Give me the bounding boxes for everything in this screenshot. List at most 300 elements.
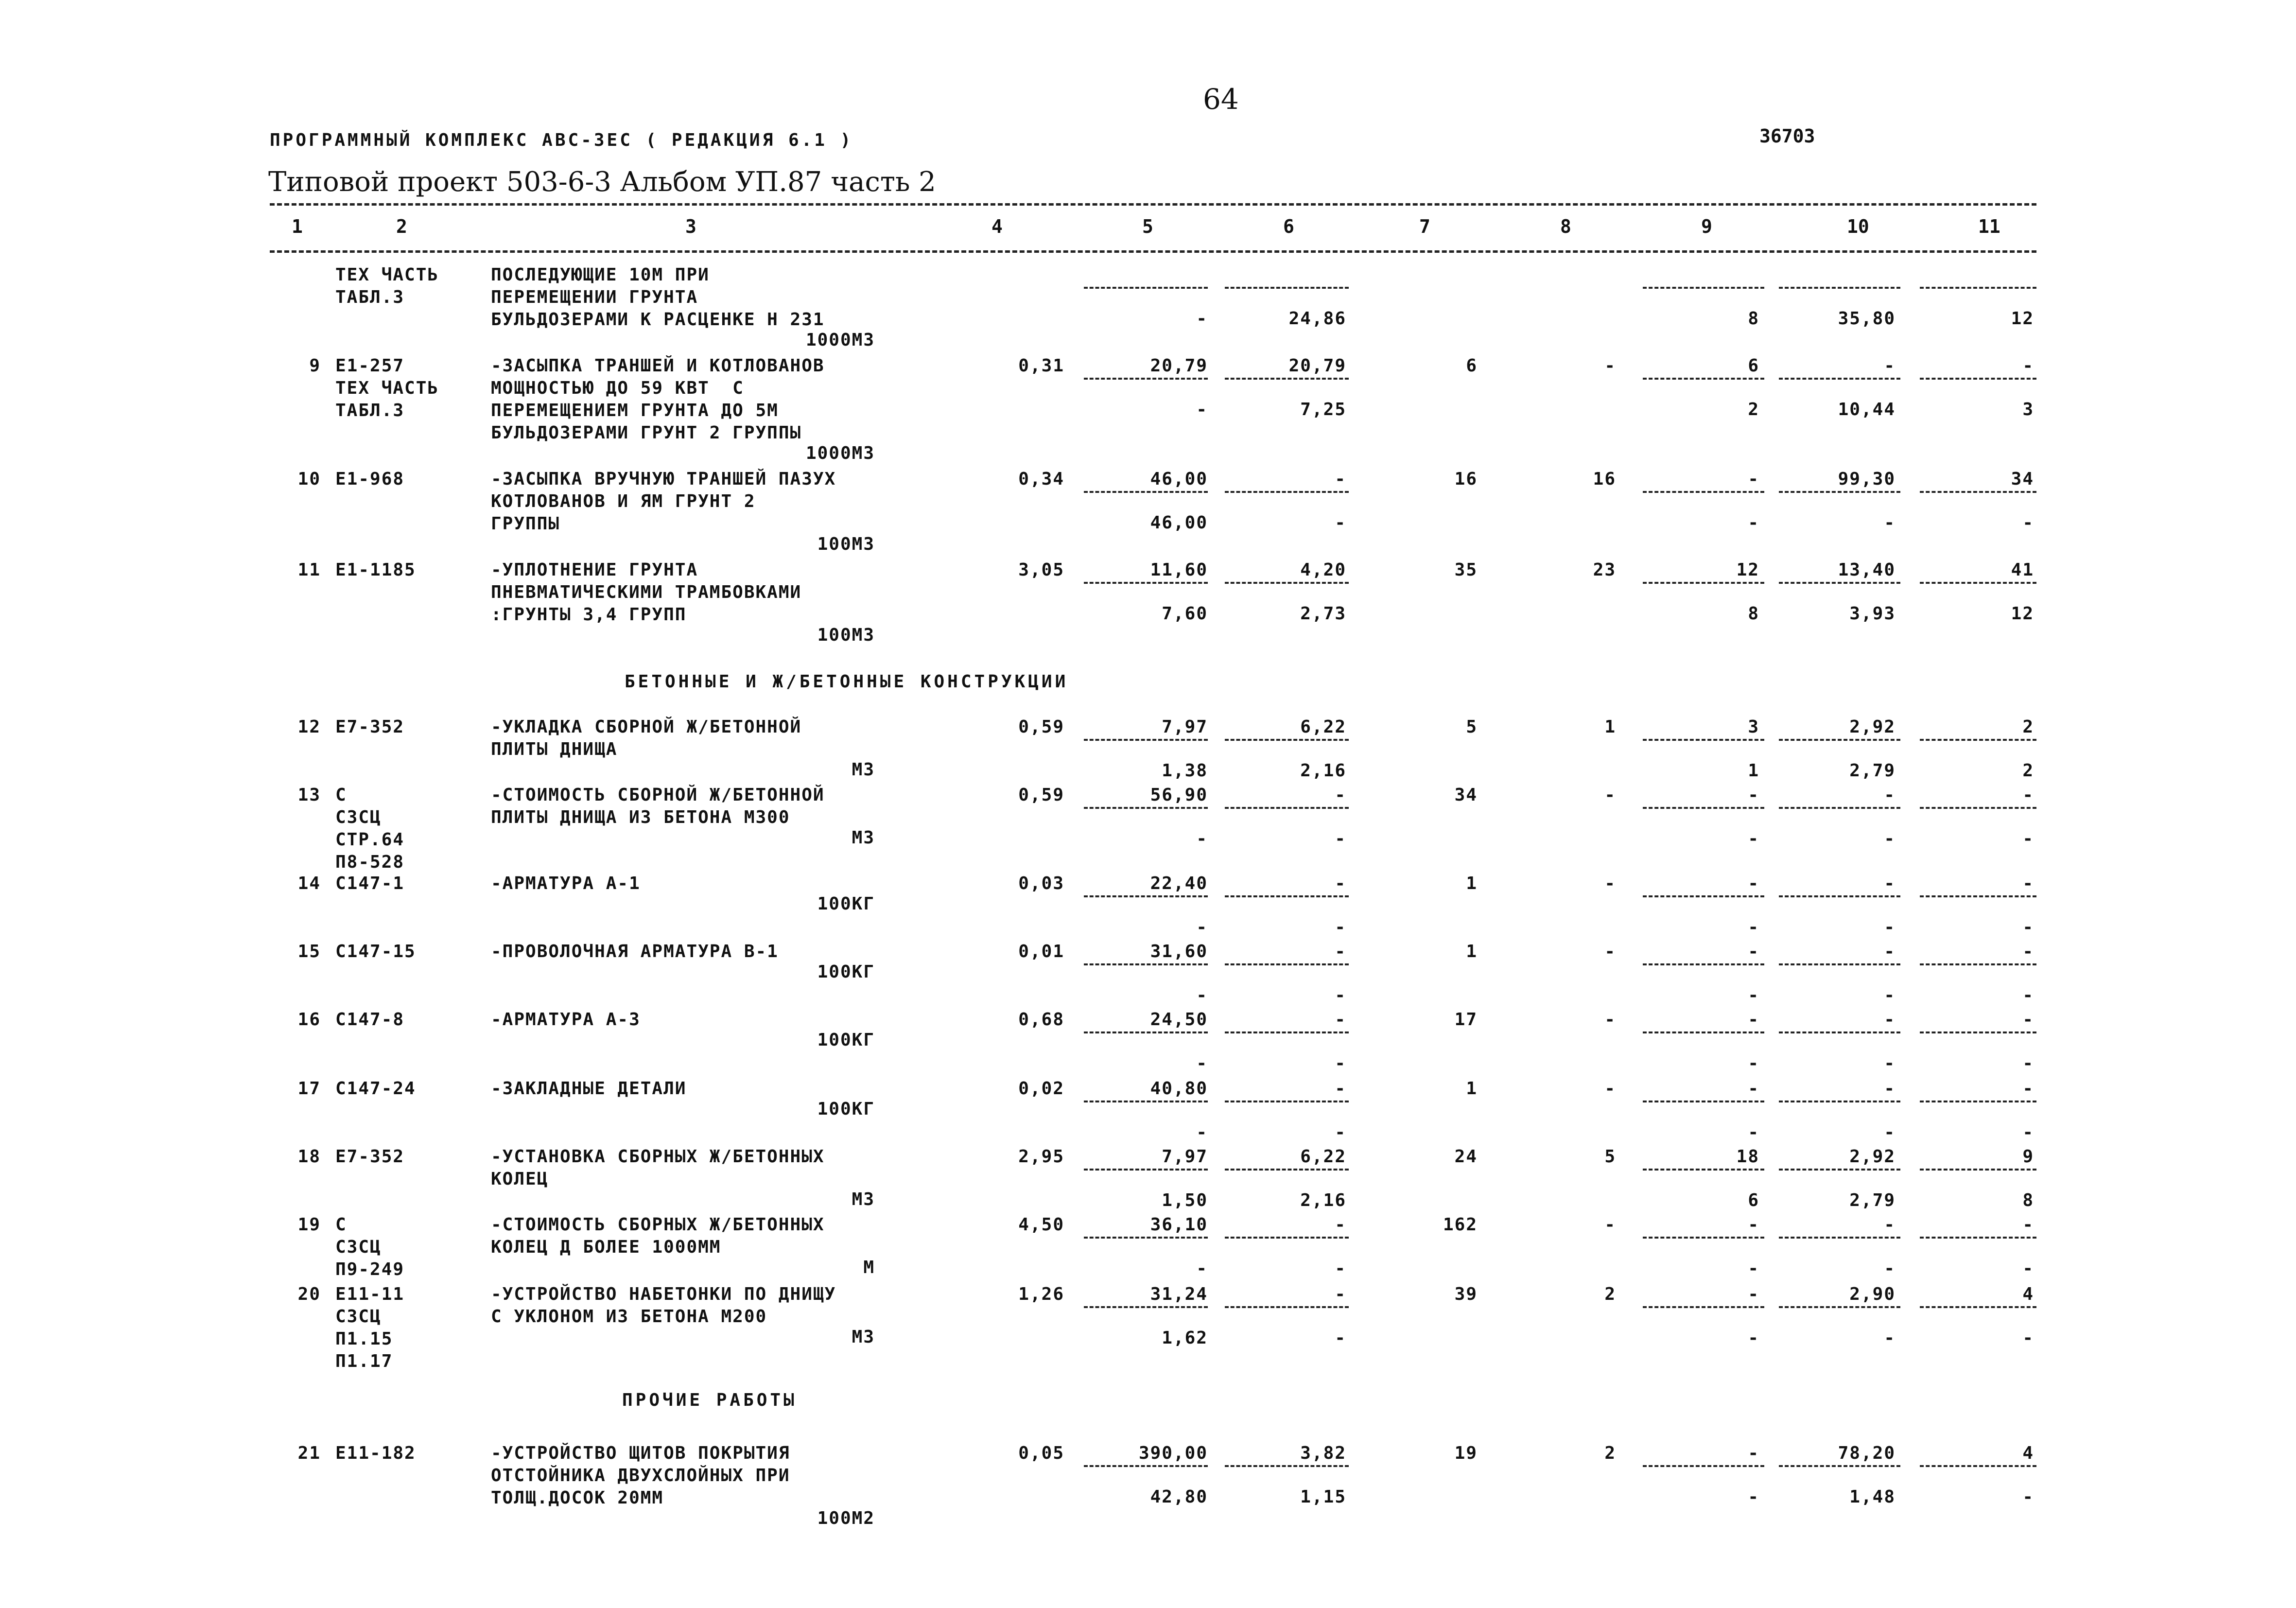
col7-value: 39	[1454, 1284, 1478, 1304]
c6-bottom: -	[1335, 1328, 1346, 1348]
fraction-rule	[1779, 582, 1900, 584]
c6-top: 6,22	[1300, 717, 1346, 737]
c5-bottom: -	[1196, 917, 1208, 937]
col8-value: -	[1604, 942, 1616, 961]
c5-bottom: -	[1196, 400, 1208, 419]
row-description: -СТОИМОСТЬ СБОРНЫХ Ж/БЕТОННЫХ	[491, 1215, 825, 1235]
row-description: ПНЕВМАТИЧЕСКИМИ ТРАМБОВКАМИ	[491, 582, 802, 602]
row-number: 14	[297, 874, 321, 893]
fraction-rule	[1779, 1465, 1900, 1467]
col4-value: 0,02	[1018, 1079, 1064, 1099]
c9-bottom: -	[1748, 1487, 1759, 1507]
c11-bottom: -	[2022, 985, 2034, 1005]
c6-bottom: -	[1335, 1122, 1346, 1142]
c10-bottom: 3,93	[1849, 604, 1896, 624]
row-description: С УКЛОНОМ ИЗ БЕТОНА М200	[491, 1307, 767, 1327]
c11-top: -	[2022, 1079, 2034, 1099]
col4-value: 0,59	[1018, 785, 1064, 805]
c6-top: 6,22	[1300, 1147, 1346, 1167]
col4-value: 0,05	[1018, 1443, 1064, 1463]
fraction-rule	[1643, 1465, 1764, 1467]
row-code: Е7-352	[335, 1147, 405, 1167]
fraction-rule	[1084, 491, 1208, 493]
c5-bottom: -	[1196, 829, 1208, 849]
c10-top: -	[1884, 1215, 1896, 1235]
c11-top: -	[2022, 1010, 2034, 1030]
c10-top: 2,90	[1849, 1284, 1896, 1304]
row-description: -УСТРОЙСТВО НАБЕТОНКИ ПО ДНИЩУ	[491, 1284, 836, 1304]
c10-top: -	[1884, 356, 1896, 376]
c5-top: 22,40	[1150, 874, 1208, 893]
fraction-rule	[1779, 1306, 1900, 1308]
row-code: Е1-1185	[335, 560, 416, 580]
c11-top: -	[2022, 785, 2034, 805]
col4-value: 0,01	[1018, 942, 1064, 961]
row-description: -АРМАТУРА А-3	[491, 1010, 641, 1030]
c9-top: 12	[1736, 560, 1759, 580]
row-unit: 100М3	[817, 625, 875, 645]
section-title-other: ПРОЧИЕ РАБОТЫ	[622, 1390, 797, 1410]
fraction-rule	[1920, 1031, 2036, 1033]
c11-top: 9	[2022, 1147, 2034, 1167]
c10-top: 99,30	[1838, 469, 1896, 489]
row-description: ПЕРЕМЕЩЕНИИ ГРУНТА	[491, 287, 698, 307]
c10-bottom: -	[1884, 985, 1896, 1005]
fraction-rule	[1084, 1031, 1208, 1033]
c10-top: 13,40	[1838, 560, 1896, 580]
fraction-rule	[1643, 1306, 1764, 1308]
fraction-rule	[1225, 1237, 1349, 1239]
c9-bottom: -	[1748, 1258, 1759, 1278]
fraction-rule	[1225, 287, 1349, 289]
row-description: КОЛЕЦ	[491, 1169, 549, 1189]
row-description: МОЩНОСТЬЮ ДО 59 КВТ С	[491, 378, 744, 398]
col8-value: -	[1604, 785, 1616, 805]
c9-bottom: 8	[1748, 309, 1759, 329]
fraction-rule	[1225, 1101, 1349, 1102]
col8-value: 5	[1604, 1147, 1616, 1167]
row-description: БУЛЬДОЗЕРАМИ К РАСЦЕНКЕ Н 231	[491, 310, 825, 330]
c5-bottom: -	[1196, 985, 1208, 1005]
col4-value: 3,05	[1018, 560, 1064, 580]
col8-value: 1	[1604, 717, 1616, 737]
c11-top: 2	[2022, 717, 2034, 737]
row-description: ГРУППЫ	[491, 514, 560, 534]
c11-bottom: -	[2022, 917, 2034, 937]
fraction-rule	[1225, 1169, 1349, 1171]
fraction-rule	[1779, 895, 1900, 897]
c11-bottom: -	[2022, 1487, 2034, 1507]
column-header-9: 9	[1701, 216, 1712, 237]
fraction-rule	[1779, 287, 1900, 289]
c10-bottom: -	[1884, 1328, 1896, 1348]
row-code: Е11-182	[335, 1443, 416, 1463]
row-description: -АРМАТУРА А-1	[491, 874, 641, 893]
c9-bottom: 1	[1748, 761, 1759, 781]
col7-value: 35	[1454, 560, 1478, 580]
c9-top: 6	[1748, 356, 1759, 376]
project-title: Типовой проект 503-6-3 Альбом УП.87 часть 2	[268, 166, 936, 198]
col8-value: 2	[1604, 1284, 1616, 1304]
fraction-rule	[1920, 807, 2036, 809]
row-unit: 100КГ	[817, 962, 875, 982]
col7-value: 1	[1466, 874, 1478, 893]
document-code: 36703	[1759, 125, 1815, 147]
row-number: 15	[297, 942, 321, 961]
fraction-rule	[1779, 963, 1900, 965]
fraction-rule	[1920, 739, 2036, 741]
col4-value: 0,34	[1018, 469, 1064, 489]
fraction-rule	[1779, 378, 1900, 380]
row-code: Е1-257	[335, 356, 405, 376]
fraction-rule	[1920, 1101, 2036, 1102]
c10-bottom: 1,48	[1849, 1487, 1896, 1507]
row-unit: 1000М3	[805, 330, 875, 350]
fraction-rule	[1084, 963, 1208, 965]
c6-bottom: -	[1335, 829, 1346, 849]
row-code: С147-8	[335, 1010, 405, 1030]
c6-bottom: -	[1335, 985, 1346, 1005]
row-unit: 100КГ	[817, 1030, 875, 1050]
col7-value: 17	[1454, 1010, 1478, 1030]
row-unit: М	[863, 1258, 875, 1277]
fraction-rule	[1779, 491, 1900, 493]
row-description: ОТСТОЙНИКА ДВУХСЛОЙНЫХ ПРИ	[491, 1466, 790, 1486]
fraction-rule	[1084, 378, 1208, 380]
c5-top: 7,97	[1162, 717, 1208, 737]
col8-value: -	[1604, 1215, 1616, 1235]
program-header: ПРОГРАММНЫЙ КОМПЛЕКС АВС-3ЕС ( РЕДАКЦИЯ 6.1 )	[270, 130, 853, 150]
row-description: ПЕРЕМЕЩЕНИЕМ ГРУНТА ДО 5М	[491, 401, 779, 420]
c9-bottom: -	[1748, 1053, 1759, 1073]
c9-top: -	[1748, 469, 1759, 489]
c9-top: -	[1748, 942, 1759, 961]
c11-top: -	[2022, 1215, 2034, 1235]
c6-bottom: 2,16	[1300, 1190, 1346, 1210]
c10-top: -	[1884, 874, 1896, 893]
c5-bottom: 1,38	[1162, 761, 1208, 781]
fraction-rule	[1779, 739, 1900, 741]
fraction-rule	[1920, 895, 2036, 897]
row-number: 19	[297, 1215, 321, 1235]
row-description: :ГРУНТЫ 3,4 ГРУПП	[491, 605, 687, 625]
row-number: 12	[297, 717, 321, 737]
row-code: П9-249	[335, 1259, 405, 1279]
row-code: С147-15	[335, 942, 416, 961]
row-unit: 100КГ	[817, 894, 875, 914]
c9-bottom: -	[1748, 985, 1759, 1005]
row-description: -ЗАСЫПКА ВРУЧНУЮ ТРАНШЕЙ ПАЗУХ	[491, 469, 836, 489]
c10-bottom: 2,79	[1849, 1190, 1896, 1210]
c10-bottom: -	[1884, 513, 1896, 533]
col7-value: 16	[1454, 469, 1478, 489]
c11-top: 4	[2022, 1284, 2034, 1304]
c11-bottom: -	[2022, 1328, 2034, 1348]
c9-bottom: -	[1748, 917, 1759, 937]
fraction-rule	[1225, 1465, 1349, 1467]
c9-top: -	[1748, 1010, 1759, 1030]
c10-top: -	[1884, 1079, 1896, 1099]
col8-value: -	[1604, 874, 1616, 893]
row-description: ТОЛЩ.ДОСОК 20ММ	[491, 1488, 664, 1508]
row-unit: 100М2	[817, 1508, 875, 1528]
c5-bottom: 7,60	[1162, 604, 1208, 624]
col4-value: 0,03	[1018, 874, 1064, 893]
fraction-rule	[1920, 1306, 2036, 1308]
c5-top: 20,79	[1150, 356, 1208, 376]
row-unit: 100КГ	[817, 1099, 875, 1119]
row-number: 13	[297, 785, 321, 805]
c6-top: -	[1335, 785, 1346, 805]
row-unit: М3	[852, 828, 875, 848]
c9-bottom: -	[1748, 513, 1759, 533]
fraction-rule	[1225, 582, 1349, 584]
fraction-rule	[1920, 287, 2036, 289]
c5-top: 31,24	[1150, 1284, 1208, 1304]
c6-bottom: -	[1335, 1258, 1346, 1278]
c11-bottom: 2	[2022, 761, 2034, 781]
c11-bottom: -	[2022, 1053, 2034, 1073]
row-number: 10	[297, 469, 321, 489]
c10-bottom: -	[1884, 1122, 1896, 1142]
c9-bottom: 8	[1748, 604, 1759, 624]
c9-top: -	[1748, 1079, 1759, 1099]
c5-top: 390,00	[1138, 1443, 1208, 1463]
c11-top: -	[2022, 942, 2034, 961]
c11-bottom: -	[2022, 513, 2034, 533]
fraction-rule	[1225, 895, 1349, 897]
row-unit: М3	[852, 760, 875, 780]
col7-value: 1	[1466, 942, 1478, 961]
column-header-11: 11	[1978, 216, 2000, 237]
c11-bottom: 8	[2022, 1190, 2034, 1210]
c10-top: 2,92	[1849, 1147, 1896, 1167]
c5-top: 11,60	[1150, 560, 1208, 580]
c6-bottom: 1,15	[1300, 1487, 1346, 1507]
c5-top: 36,10	[1150, 1215, 1208, 1235]
col8-value: -	[1604, 1010, 1616, 1030]
fraction-rule	[1084, 807, 1208, 809]
c9-top: -	[1748, 785, 1759, 805]
c6-bottom: -	[1335, 513, 1346, 533]
row-code: ТАБЛ.3	[335, 401, 405, 420]
c6-bottom: 2,16	[1300, 761, 1346, 781]
c11-bottom: -	[2022, 1122, 2034, 1142]
c6-top: 4,20	[1300, 560, 1346, 580]
row-number: 9	[309, 356, 321, 376]
col7-value: 162	[1443, 1215, 1478, 1235]
row-description: -ЗАСЫПКА ТРАНШЕЙ И КОТЛОВАНОВ	[491, 356, 825, 376]
c10-bottom: 10,44	[1838, 400, 1896, 419]
col8-value: 23	[1593, 560, 1616, 580]
fraction-rule	[1084, 582, 1208, 584]
c5-top: 40,80	[1150, 1079, 1208, 1099]
col8-value: 16	[1593, 469, 1616, 489]
fraction-rule	[1643, 1101, 1764, 1102]
c10-bottom: 2,79	[1849, 761, 1896, 781]
c5-bottom: -	[1196, 1122, 1208, 1142]
row-code: Е1-968	[335, 469, 405, 489]
c9-top: 18	[1736, 1147, 1759, 1167]
fraction-rule	[1920, 582, 2036, 584]
fraction-rule	[1084, 1101, 1208, 1102]
fraction-rule	[1643, 378, 1764, 380]
row-code: П1.17	[335, 1351, 393, 1371]
column-header-4: 4	[991, 216, 1003, 237]
fraction-rule	[1084, 287, 1208, 289]
row-code: С147-1	[335, 874, 405, 893]
fraction-rule	[1643, 807, 1764, 809]
c11-bottom: 12	[2011, 309, 2034, 329]
fraction-rule	[1920, 378, 2036, 380]
c11-top: -	[2022, 874, 2034, 893]
row-number: 17	[297, 1079, 321, 1099]
column-header-1: 1	[292, 216, 303, 237]
c11-top: -	[2022, 356, 2034, 376]
col7-value: 1	[1466, 1079, 1478, 1099]
c6-top: -	[1335, 942, 1346, 961]
col7-value: 5	[1466, 717, 1478, 737]
c6-bottom: 24,86	[1288, 309, 1346, 329]
c6-top: -	[1335, 1079, 1346, 1099]
col4-value: 2,95	[1018, 1147, 1064, 1167]
column-header-6: 6	[1283, 216, 1294, 237]
row-unit: 1000М3	[805, 443, 875, 463]
row-code: СЗСЦ	[335, 1307, 382, 1327]
fraction-rule	[1084, 739, 1208, 741]
c5-bottom: -	[1196, 1258, 1208, 1278]
fraction-rule	[1920, 491, 2036, 493]
c5-bottom: -	[1196, 309, 1208, 329]
c6-bottom: -	[1335, 917, 1346, 937]
c9-top: -	[1748, 1215, 1759, 1235]
fraction-rule	[1779, 1237, 1900, 1239]
column-header-2: 2	[396, 216, 407, 237]
c9-bottom: -	[1748, 1122, 1759, 1142]
row-code: СТР.64	[335, 830, 405, 850]
c5-bottom: 42,80	[1150, 1487, 1208, 1507]
c5-bottom: -	[1196, 1053, 1208, 1073]
c5-bottom: 46,00	[1150, 513, 1208, 533]
fraction-rule	[1225, 1306, 1349, 1308]
row-code: С	[335, 1215, 347, 1235]
row-unit: 100М3	[817, 534, 875, 554]
c6-bottom: -	[1335, 1053, 1346, 1073]
row-number: 11	[297, 560, 321, 580]
row-number: 18	[297, 1147, 321, 1167]
fraction-rule	[1779, 1031, 1900, 1033]
row-description: -УСТРОЙСТВО ЩИТОВ ПОКРЫТИЯ	[491, 1443, 790, 1463]
c11-top: 34	[2011, 469, 2034, 489]
col8-value: 2	[1604, 1443, 1616, 1463]
fraction-rule	[1225, 378, 1349, 380]
page-number: 64	[1203, 83, 1239, 116]
c6-top: -	[1335, 1010, 1346, 1030]
fraction-rule	[1920, 963, 2036, 965]
fraction-rule	[1779, 807, 1900, 809]
row-code: ТЕХ ЧАСТЬ	[335, 378, 439, 398]
column-header-5: 5	[1142, 216, 1153, 237]
row-unit: М3	[852, 1327, 875, 1347]
section-title-concrete: БЕТОННЫЕ И Ж/БЕТОННЫЕ КОНСТРУКЦИИ	[625, 672, 1069, 692]
row-description: КОЛЕЦ Д БОЛЕЕ 1000ММ	[491, 1237, 721, 1257]
c6-top: 3,82	[1300, 1443, 1346, 1463]
fraction-rule	[1643, 739, 1764, 741]
fraction-rule	[1225, 491, 1349, 493]
fraction-rule	[1643, 582, 1764, 584]
row-unit: М3	[852, 1189, 875, 1209]
c10-bottom: 35,80	[1838, 309, 1896, 329]
row-code: С147-24	[335, 1079, 416, 1099]
c11-bottom: 12	[2011, 604, 2034, 624]
fraction-rule	[1643, 1031, 1764, 1033]
c9-bottom: -	[1748, 1328, 1759, 1348]
fraction-rule	[1643, 491, 1764, 493]
fraction-rule	[1225, 807, 1349, 809]
row-code: СЗСЦ	[335, 807, 382, 827]
row-description: ПЛИТЫ ДНИЩА ИЗ БЕТОНА М300	[491, 807, 790, 827]
column-header-10: 10	[1847, 216, 1869, 237]
c5-bottom: 1,50	[1162, 1190, 1208, 1210]
fraction-rule	[1084, 1306, 1208, 1308]
c10-top: -	[1884, 942, 1896, 961]
fraction-rule	[1779, 1101, 1900, 1102]
c9-top: -	[1748, 874, 1759, 893]
row-code: СЗСЦ	[335, 1237, 382, 1257]
col4-value: 4,50	[1018, 1215, 1064, 1235]
col4-value: 0,59	[1018, 717, 1064, 737]
c10-top: 2,92	[1849, 717, 1896, 737]
fraction-rule	[1643, 1169, 1764, 1171]
fraction-rule	[1920, 1169, 2036, 1171]
row-description: -СТОИМОСТЬ СБОРНОЙ Ж/БЕТОННОЙ	[491, 785, 825, 805]
fraction-rule	[1920, 1465, 2036, 1467]
column-header-3: 3	[685, 216, 696, 237]
fraction-rule	[1084, 1465, 1208, 1467]
row-description: -УКЛАДКА СБОРНОЙ Ж/БЕТОННОЙ	[491, 717, 802, 737]
c5-top: 46,00	[1150, 469, 1208, 489]
c11-top: 4	[2022, 1443, 2034, 1463]
row-code: Е7-352	[335, 717, 405, 737]
row-description: БУЛЬДОЗЕРАМИ ГРУНТ 2 ГРУППЫ	[491, 423, 802, 443]
row-description: ПЛИТЫ ДНИЩА	[491, 739, 618, 759]
c10-top: 78,20	[1838, 1443, 1896, 1463]
col4-value: 0,68	[1018, 1010, 1064, 1030]
c6-top: -	[1335, 469, 1346, 489]
column-header-7: 7	[1419, 216, 1430, 237]
row-description: -УПЛОТНЕНИЕ ГРУНТА	[491, 560, 698, 580]
c6-top: -	[1335, 1284, 1346, 1304]
c10-top: -	[1884, 785, 1896, 805]
row-number: 16	[297, 1010, 321, 1030]
c5-top: 31,60	[1150, 942, 1208, 961]
fraction-rule	[1643, 963, 1764, 965]
col7-value: 34	[1454, 785, 1478, 805]
row-description: -ПРОВОЛОЧНАЯ АРМАТУРА В-1	[491, 942, 779, 961]
row-description: КОТЛОВАНОВ И ЯМ ГРУНТ 2	[491, 491, 756, 511]
fraction-rule	[1643, 895, 1764, 897]
c9-top: -	[1748, 1284, 1759, 1304]
c6-bottom: 7,25	[1300, 400, 1346, 419]
row-code: С	[335, 785, 347, 805]
fraction-rule	[1225, 963, 1349, 965]
fraction-rule	[1084, 895, 1208, 897]
c10-bottom: -	[1884, 829, 1896, 849]
fraction-rule	[1779, 1169, 1900, 1171]
row-description: ПОСЛЕДУЮЩИЕ 10М ПРИ	[491, 265, 710, 285]
c10-top: -	[1884, 1010, 1896, 1030]
c10-bottom: -	[1884, 1258, 1896, 1278]
